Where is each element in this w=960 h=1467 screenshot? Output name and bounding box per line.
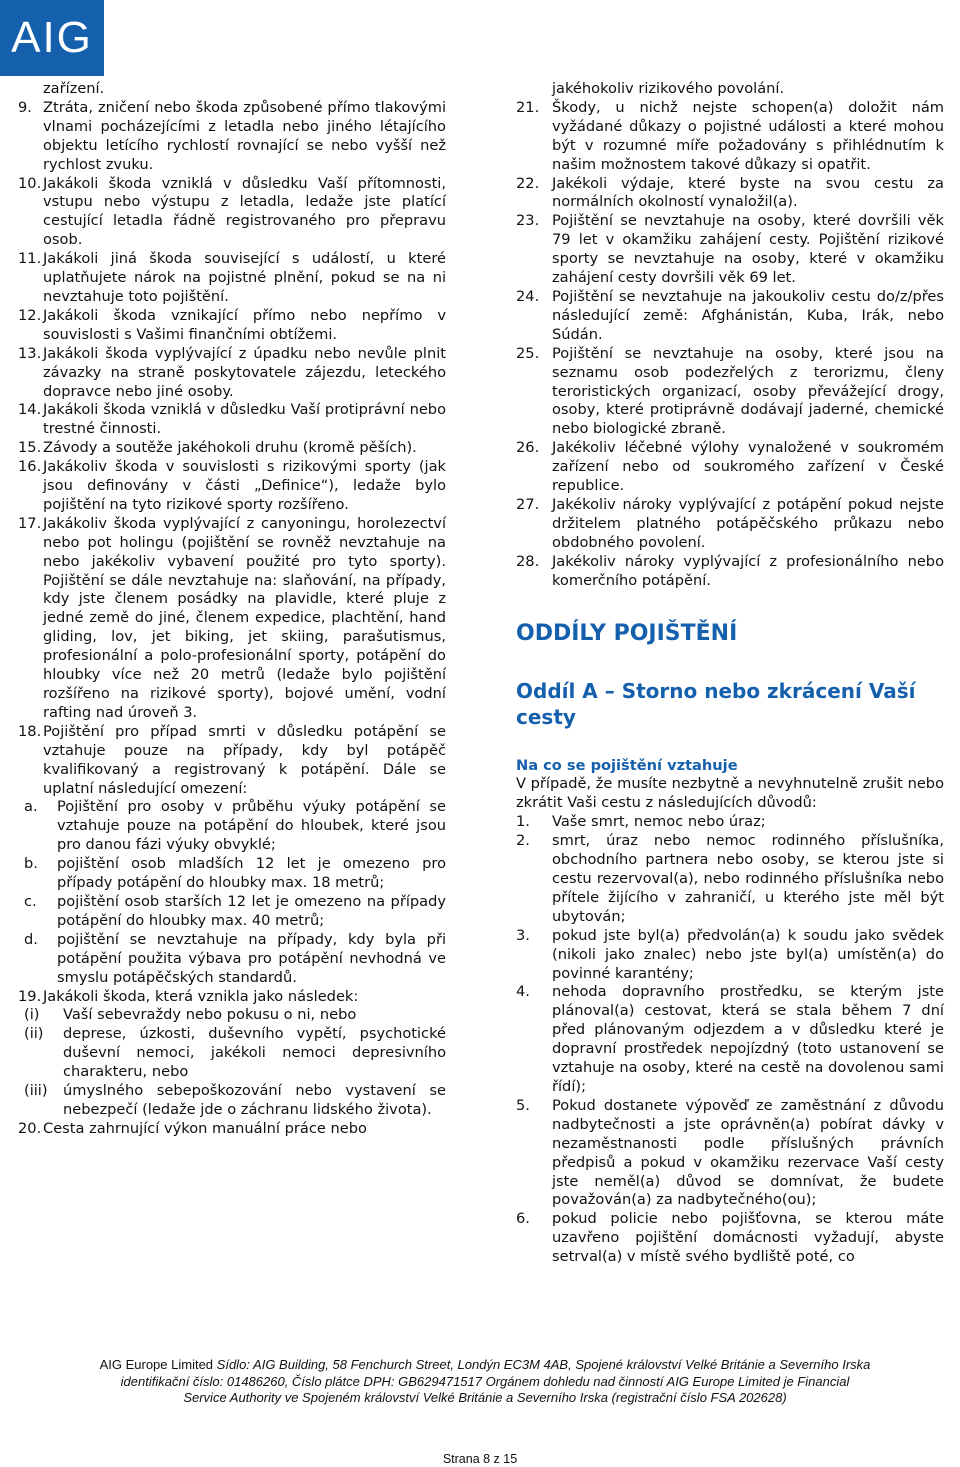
exclusion-item: [516, 99, 944, 175]
heading-section-a: Oddíl A – Storno nebo zkrácení Vaší cesty: [516, 679, 916, 730]
item-number: 28.: [516, 552, 540, 570]
item-number: 9.: [18, 98, 32, 116]
subitem-text: pojištění osob starších 12 let je omezeno na případy potápění do hloubky max. 40 metrů;: [57, 892, 446, 929]
item-number: 15.: [18, 439, 42, 457]
exclusion-item: [18, 515, 446, 723]
item-number: 14.: [18, 401, 42, 419]
reason-number: 3.: [516, 926, 530, 944]
subitem-text: Pojištění pro osoby v průběhu výuky potápění se vztahuje pouze na potápění do hloubek, které jsou pro danou fázi výuky obvyklé;: [57, 798, 446, 854]
coverage-intro: V případě, že musíte nezbytně a nevyhnutelně zrušit nebo zkrátit Vaši cestu z následujících důvodů:: [516, 775, 944, 812]
exclusion-item: [516, 288, 944, 345]
reason-item: [516, 813, 944, 832]
item-text: Jakékoli výdaje, které byste na svou cestu za normálních okolností vynaložil(a).: [552, 174, 944, 211]
page-footer: [30, 1357, 940, 1407]
exclusion-item: [516, 553, 944, 591]
left-lead-text: zařízení.: [43, 80, 105, 97]
reason-text: pokud policie nebo pojišťovna, se kterou máte uzavřeno pojištění domácnosti vyžadují, abyste setrval(a) v místě svého bydliště poté, co: [552, 1210, 944, 1266]
subitem: [18, 1006, 446, 1025]
item-number: 17.: [18, 514, 42, 532]
exclusion-item: [516, 439, 944, 496]
item-text: Pojištění pro případ smrti v důsledku potápění se vztahuje pouze na případy, kdy byl potápěč kvalifikovaný a registrovaný k potápění. Dále se uplatní následující omezení:: [43, 722, 446, 797]
footer-line-3: Service Authority ve Spojeném království Velké Británie a Severního Irska (registrační číslo FSA 202628): [183, 1390, 787, 1405]
item-text: Jakákoli škoda vyplývající z úpadku nebo nevůle plnit závazky na straně poskytovatele zájezdu, leteckého dopravce nebo jiné osoby.: [43, 344, 446, 400]
subitem-text: pojištění osob mladších 12 let je omezeno pro případy potápění do hloubky max. 18 metrů;: [57, 855, 446, 892]
item-text: Jakákoli jiná škoda související s událostí, u které uplatňujete nárok na pojistné plnění, pokud se na ni nevztahuje toto pojištění.: [43, 250, 446, 305]
reason-item: [516, 1210, 944, 1267]
reason-text: nehoda dopravního prostředku, se kterým jste plánoval(a) cestovat, která se stala během 7 dní před plánovaným odjezdem a v důsledku které je dopravní prostředek nepojízdný (toto ustanovení se vztahuje na osoby, které na cestě na dovolenou sami řídí);: [552, 983, 944, 1095]
heading-insurance-sections: ODDÍLY POJIŠTĚNÍ: [516, 621, 738, 647]
subitem-roman: (i): [24, 1006, 40, 1024]
item-text: Jakékoliv nároky vyplývající z potápění pokud nejste držitelem platného potápěčského průkazu nebo obdobného povolení.: [552, 495, 944, 551]
reason-item: [516, 1097, 944, 1210]
left-column: [18, 80, 446, 1139]
reason-text: Pokud dostanete výpověď ze zaměstnání z důvodu nadbytečnosti a jste oprávněn(a) pobírat dávky v nezaměstnanosti podle příslušných právních předpisů a pokud v okamžiku rezervace Vaší cesty jste neměl(a) důvod se domnívat, že budete považován(a) za nadbytečného(ou);: [552, 1096, 944, 1209]
subitem-letter: b.: [24, 855, 38, 873]
subitem: [18, 855, 446, 893]
item-text: Závody a soutěže jakéhokoli druhu (kromě pěších).: [43, 439, 417, 457]
item-text: Jakákoli škoda vzniklá v důsledku Vaší protiprávní nebo trestné činnosti.: [43, 401, 446, 438]
exclusion-item: [18, 345, 446, 402]
subitem-text: úmyslného sebepoškozování nebo vystavení se nebezpečí (ledaže jde o záchranu lidského života).: [63, 1082, 446, 1118]
exclusion-item: [516, 345, 944, 440]
subitem: [18, 798, 446, 855]
subitem-text: pojištění se nevztahuje na případy, kdy byla při potápění použita výbava pro potápění nevhodná ve smyslu potápěčských standardů.: [57, 930, 446, 986]
subitem-roman: (ii): [24, 1025, 44, 1043]
item-number: 22.: [516, 174, 540, 192]
reason-item: [516, 927, 944, 984]
item-text: Pojištění se nevztahuje na osoby, které jsou na seznamu osob podezřelých z terorizmu, členy teroristických organizací, osoby převážející drogy, osoby, které protiprávně dodávají jaderné, chemické nebo biologické zbraně.: [552, 344, 944, 438]
subitem: [18, 893, 446, 931]
item-text: Jakákoli škoda vznikající přímo nebo nepřímo v souvislosti s Vašimi finančními obtížemi.: [43, 306, 446, 343]
exclusion-item: [18, 250, 446, 307]
exclusion-item: [18, 988, 446, 1007]
subitem-letter: a.: [24, 798, 38, 816]
subitem: [18, 1025, 446, 1082]
item-number: 10.: [18, 174, 42, 192]
subitem: [18, 931, 446, 988]
item-number: 25.: [516, 344, 540, 362]
footer-line-1: [30, 1357, 940, 1374]
exclusion-item: [18, 401, 446, 439]
subitem-text: deprese, úzkosti, duševního vypětí, psychotické duševní nemoci, jakékoli nemoci depresivního charakteru, nebo: [63, 1025, 446, 1081]
item-text: Jakákoliv škoda v souvislosti s rizikovými sporty (jak jsou definovány v části „Definice“), ledaže bylo pojištění na tyto rizikové sporty rozšířeno.: [43, 458, 446, 513]
item-text: Jakákoli škoda vzniklá v důsledku Vaší přítomnosti, vstupu nebo výstupu z letadla, ledaže jste platící cestující letadla řádně registrovaného pro přepravu osob.: [43, 174, 446, 249]
item-number: 21.: [516, 98, 540, 116]
item-text: Jakákoli škoda, která vznikla jako následek:: [43, 987, 359, 1005]
exclusion-item: [18, 99, 446, 175]
reason-text: pokud jste byl(a) předvolán(a) k soudu jako svědek (nikoli jako znalec) nebo jste byl(a) umístěn(a) do povinné karantény;: [552, 926, 944, 982]
reason-text: smrt, úraz nebo nemoc rodinného příslušníka, obchodního partnera nebo osoby, se kterou jste si cestu rezervoval(a), nebo rodinného příslušníka nebo přítele žijícího v zahraničí, u kterého jste měl být ubytován;: [552, 832, 944, 925]
subitem-text: Vaší sebevraždy nebo pokusu o ni, nebo: [63, 1006, 357, 1024]
exclusion-item: [18, 723, 446, 799]
reason-item: [516, 983, 944, 1096]
item-number: 16.: [18, 458, 42, 476]
page-number: Strana 8 z 15: [442, 1452, 518, 1466]
exclusion-item: [516, 175, 944, 213]
item-number: 20.: [18, 1119, 42, 1137]
logo-text: AIG: [11, 13, 93, 62]
exclusion-item: [516, 496, 944, 553]
right-column: [516, 80, 944, 1267]
subitem-letter: c.: [24, 892, 37, 910]
item-number: 24.: [516, 287, 540, 305]
item-text: Škody, u nichž nejste schopen(a) doložit nám vyžádané důkazy o pojistné události a které mohou být v rozumné míře požadovány s přihlédnutím k našim možnostem takové důkazy si opatřit.: [552, 98, 944, 173]
item-number: 26.: [516, 439, 540, 457]
subitem: [18, 1082, 446, 1120]
subitem-letter: d.: [24, 930, 38, 948]
right-lead-text: jakéhokoliv rizikového povolání.: [552, 80, 785, 97]
item-number: 11.: [18, 250, 42, 268]
exclusion-item: [18, 175, 446, 251]
exclusion-item: [18, 439, 446, 458]
footer-company: AIG Europe Limited: [99, 1357, 214, 1372]
aig-logo: [0, 0, 104, 76]
reason-number: 2.: [516, 832, 530, 850]
exclusion-item: [18, 458, 446, 515]
item-number: 13.: [18, 344, 42, 362]
footer-address: Sídlo: AIG Building, 58 Fenchurch Street, Londýn EC3M 4AB, Spojené království Velké Británie a Severního Irska: [216, 1357, 871, 1372]
item-text: Pojištění se nevztahuje na jakoukoliv cestu do/z/přes následující země: Afghánistán, Kuba, Irák, nebo Súdán.: [552, 287, 944, 343]
heading-coverage: Na co se pojištění vztahuje: [516, 757, 738, 775]
item-text: Jakékoliv nároky vyplývající z profesionálního nebo komerčního potápění.: [552, 552, 944, 589]
exclusion-item: [18, 307, 446, 345]
reason-number: 4.: [516, 983, 530, 1001]
item-text: Jakékoliv léčebné výlohy vynaložené v soukromém zařízení nebo od soukromého zařízení v České republice.: [552, 439, 944, 495]
item-text: Cesta zahrnující výkon manuální práce nebo: [43, 1119, 367, 1137]
exclusion-item: [516, 212, 944, 288]
reason-text: Vaše smrt, nemoc nebo úraz;: [552, 813, 766, 831]
reason-item: [516, 832, 944, 927]
item-number: 27.: [516, 495, 540, 513]
item-text: Ztráta, zničení nebo škoda způsobené přímo tlakovými vlnami pocházejícími z letadla nebo jiného létajícího objektu letícího rychlostí rovnající se nebo vyšší než rychlost zvuku.: [43, 98, 446, 173]
reason-number: 1.: [516, 813, 530, 831]
item-number: 19.: [18, 987, 42, 1005]
item-number: 18.: [18, 722, 42, 740]
subitem-roman: (iii): [24, 1082, 48, 1100]
item-number: 12.: [18, 306, 42, 324]
item-number: 23.: [516, 212, 540, 230]
reason-number: 6.: [516, 1210, 530, 1228]
footer-line-2: identifikační číslo: 01486260, Číslo plátce DPH: GB629471517 Orgánem dohledu nad činností AIG Europe Limited je Financial: [120, 1373, 850, 1389]
exclusion-item: [18, 1120, 446, 1139]
item-text: Pojištění se nevztahuje na osoby, které dovršili věk 79 let v okamžiku zahájení cesty. Pojištění rizikové sporty se nevztahuje na osoby, které v okamžiku zahájení cesty dovršili věk 69 let.: [552, 212, 944, 287]
reason-number: 5.: [516, 1096, 530, 1114]
item-text: Jakákoliv škoda vyplývající z canyoningu, horolezectví nebo pot holingu (pojištění se rovněž nevztahuje na nebo jakékoliv vybavení použité pro tyto sporty). Pojištění se dále nevztahuje na: slaňování, na případy, kdy jste členem posádky na plavidle, které pluje z jedné země do jiné, členem expedice, plachtění, hand gliding, lov, jet biking, jet skiing, parašutismus, profesionální a polo-profesionální sporty, potápění do hloubky více než 20 metrů (ledaže bylo pojištění rozšířeno na rizikové sporty), bojové umění, vodní rafting nad úroveň 3.: [43, 514, 446, 721]
